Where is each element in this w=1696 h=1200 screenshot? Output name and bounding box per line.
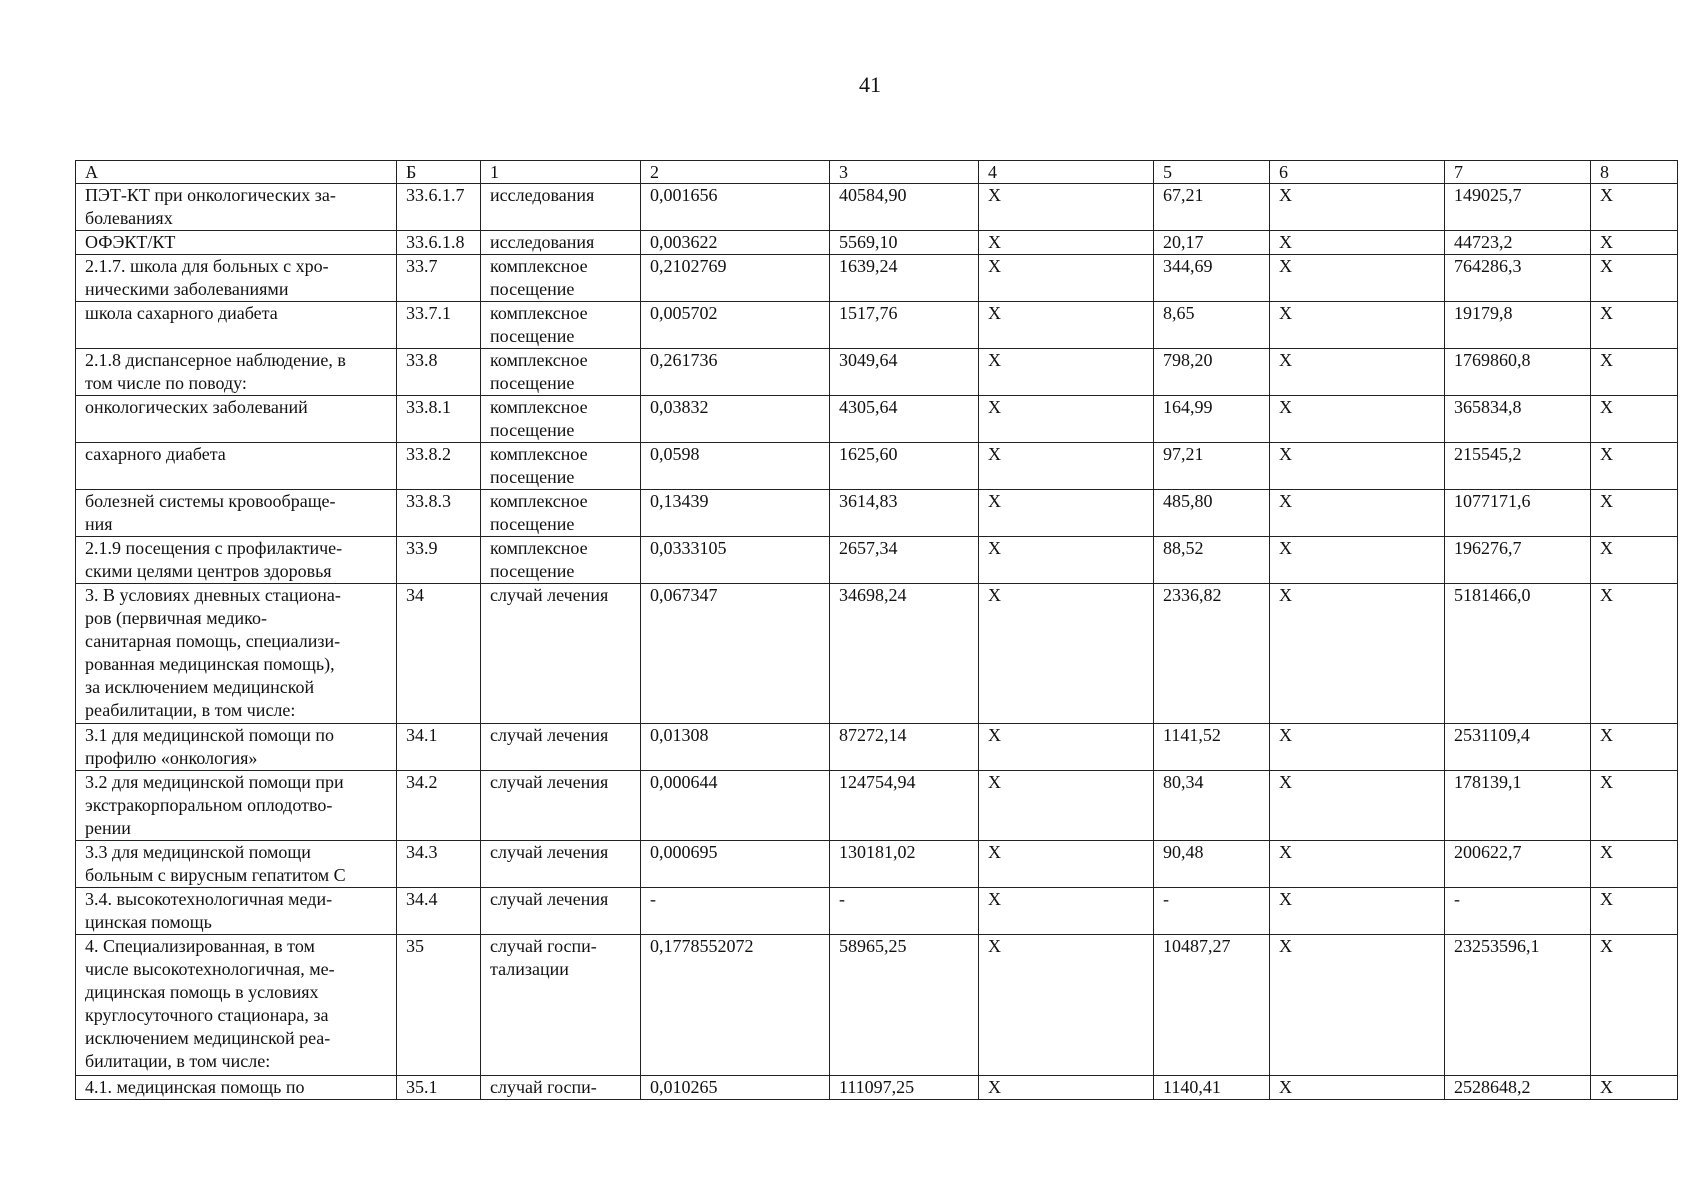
table-cell: 485,80 [1154, 490, 1270, 537]
table-cell: случай лечения [481, 724, 641, 771]
table-cell: - [1154, 888, 1270, 935]
table-cell: 111097,25 [830, 1076, 979, 1100]
table-row [76, 349, 1678, 396]
table-cell: 34.1 [397, 724, 481, 771]
table-cell: 90,48 [1154, 841, 1270, 888]
table-cell: X [979, 841, 1154, 888]
data-table [75, 160, 1678, 1100]
table-cell: 35.1 [397, 1076, 481, 1100]
table-cell: 130181,02 [830, 841, 979, 888]
table-cell: X [1591, 724, 1678, 771]
table-cell: случай госпи- [481, 1076, 641, 1100]
table-cell: X [979, 935, 1154, 1076]
column-header: 8 [1591, 161, 1678, 184]
row-label-cell: 4.1. медицинская помощь по [76, 1076, 397, 1100]
table-cell: 34698,24 [830, 584, 979, 724]
row-label-cell: 3.1 для медицинской помощи по профилю «онкология» [76, 724, 397, 771]
table-cell: 10487,27 [1154, 935, 1270, 1076]
table-row [76, 584, 1678, 724]
table-cell: X [1270, 490, 1445, 537]
column-header: 2 [641, 161, 830, 184]
table-cell: 200622,7 [1445, 841, 1591, 888]
table-cell: X [1270, 935, 1445, 1076]
table-cell: 196276,7 [1445, 537, 1591, 584]
table-cell: 33.8.2 [397, 443, 481, 490]
table-cell: 1140,41 [1154, 1076, 1270, 1100]
row-label-cell: онкологических заболеваний [76, 396, 397, 443]
table-row [76, 231, 1678, 255]
table-cell: X [1591, 443, 1678, 490]
table-cell: 33.7 [397, 255, 481, 302]
table-cell: X [1591, 396, 1678, 443]
table-row [76, 1076, 1678, 1100]
table-cell: 0,000644 [641, 771, 830, 841]
table-cell: X [979, 537, 1154, 584]
table-cell: 1517,76 [830, 302, 979, 349]
column-header: А [76, 161, 397, 184]
table-cell: X [979, 443, 1154, 490]
table-cell: X [979, 1076, 1154, 1100]
row-label-cell: школа сахарного диабета [76, 302, 397, 349]
table-cell: 67,21 [1154, 184, 1270, 231]
table-cell: X [1591, 302, 1678, 349]
row-label-cell: 4. Специализированная, в том числе высокотехнологичная, ме- дицинская помощь в условиях круглосуточного стационара, за исключением медицинской реа- билитации, в том числе: [76, 935, 397, 1076]
table-cell: 0,0598 [641, 443, 830, 490]
table-row [76, 771, 1678, 841]
table-cell: X [1270, 584, 1445, 724]
column-header: 7 [1445, 161, 1591, 184]
table-row [76, 935, 1678, 1076]
column-header: 6 [1270, 161, 1445, 184]
table-cell: 0,13439 [641, 490, 830, 537]
table-row [76, 255, 1678, 302]
table-cell: 365834,8 [1445, 396, 1591, 443]
table-cell: X [979, 584, 1154, 724]
table-cell: 0,1778552072 [641, 935, 830, 1076]
table-cell: 0,261736 [641, 349, 830, 396]
table-cell: 5181466,0 [1445, 584, 1591, 724]
table-cell: X [1591, 255, 1678, 302]
column-header: 3 [830, 161, 979, 184]
table-cell: случай лечения [481, 584, 641, 724]
table-cell: 3614,83 [830, 490, 979, 537]
table-cell: 88,52 [1154, 537, 1270, 584]
table-cell: X [1591, 184, 1678, 231]
table-cell: X [1270, 1076, 1445, 1100]
table-cell: X [1591, 584, 1678, 724]
table-cell: 8,65 [1154, 302, 1270, 349]
table-cell: комплексное посещение [481, 396, 641, 443]
table-cell: X [1270, 841, 1445, 888]
table-cell: 764286,3 [1445, 255, 1591, 302]
table-cell: 34.2 [397, 771, 481, 841]
table-cell: X [979, 231, 1154, 255]
table-cell: 97,21 [1154, 443, 1270, 490]
table-cell: X [1270, 771, 1445, 841]
table-cell: комплексное посещение [481, 349, 641, 396]
table-cell: - [830, 888, 979, 935]
table-row [76, 490, 1678, 537]
table-cell: 0,000695 [641, 841, 830, 888]
table-cell: 3049,64 [830, 349, 979, 396]
table-cell: 0,005702 [641, 302, 830, 349]
table-row [76, 396, 1678, 443]
table-cell: исследования [481, 231, 641, 255]
table-cell: 80,34 [1154, 771, 1270, 841]
table-cell: - [641, 888, 830, 935]
table-cell: случай лечения [481, 771, 641, 841]
table-cell: X [1270, 255, 1445, 302]
table-cell: комплексное посещение [481, 443, 641, 490]
table-cell: 34.4 [397, 888, 481, 935]
table-cell: 33.7.1 [397, 302, 481, 349]
table-cell: 34.3 [397, 841, 481, 888]
table-cell: 40584,90 [830, 184, 979, 231]
table-cell: X [979, 184, 1154, 231]
table-cell: комплексное посещение [481, 255, 641, 302]
table-cell: 0,0333105 [641, 537, 830, 584]
table-cell: X [979, 490, 1154, 537]
table-cell: случай лечения [481, 888, 641, 935]
table-cell: 33.8.1 [397, 396, 481, 443]
table-cell: X [1591, 349, 1678, 396]
table-cell: X [979, 396, 1154, 443]
table-cell: X [1270, 349, 1445, 396]
table-cell: X [1591, 231, 1678, 255]
row-label-cell: 2.1.7. школа для больных с хро- ническими заболеваниями [76, 255, 397, 302]
table-cell: 34 [397, 584, 481, 724]
table-row [76, 724, 1678, 771]
column-header: Б [397, 161, 481, 184]
table-cell: комплексное посещение [481, 537, 641, 584]
table-cell: X [1270, 537, 1445, 584]
table-cell: 215545,2 [1445, 443, 1591, 490]
table-cell: X [1591, 490, 1678, 537]
table-cell: исследования [481, 184, 641, 231]
row-label-cell: сахарного диабета [76, 443, 397, 490]
table-cell: X [1591, 841, 1678, 888]
table-cell: X [1591, 1076, 1678, 1100]
table-cell: 164,99 [1154, 396, 1270, 443]
table-cell: 798,20 [1154, 349, 1270, 396]
table-cell: X [979, 724, 1154, 771]
column-header: 5 [1154, 161, 1270, 184]
row-label-cell: 3.4. высокотехнологичная меди- цинская помощь [76, 888, 397, 935]
table-cell: X [1591, 888, 1678, 935]
table-cell: 0,067347 [641, 584, 830, 724]
column-header: 1 [481, 161, 641, 184]
table-cell: 1639,24 [830, 255, 979, 302]
table-cell: 33.9 [397, 537, 481, 584]
table-cell: X [1270, 396, 1445, 443]
table-cell: 35 [397, 935, 481, 1076]
row-label-cell: 2.1.9 посещения с профилактиче- скими целями центров здоровья [76, 537, 397, 584]
table-cell: 0,03832 [641, 396, 830, 443]
table-cell: X [979, 771, 1154, 841]
table-cell: 0,010265 [641, 1076, 830, 1100]
table-row [76, 888, 1678, 935]
row-label-cell: 3. В условиях дневных стациона- ров (первичная медико- санитарная помощь, специализи- рованная медицинская помощь), за исключением медицинской реабилитации, в том числе: [76, 584, 397, 724]
table-cell: X [979, 349, 1154, 396]
table-cell: 0,2102769 [641, 255, 830, 302]
row-label-cell: болезней системы кровообраще- ния [76, 490, 397, 537]
table-cell: 0,01308 [641, 724, 830, 771]
row-label-cell: 2.1.8 диспансерное наблюдение, в том числе по поводу: [76, 349, 397, 396]
table-cell: 344,69 [1154, 255, 1270, 302]
table-cell: 20,17 [1154, 231, 1270, 255]
table-cell: 124754,94 [830, 771, 979, 841]
row-label-cell: 3.3 для медицинской помощи больным с вирусным гепатитом С [76, 841, 397, 888]
table-header-row [76, 161, 1678, 184]
table-row [76, 537, 1678, 584]
table-cell: 4305,64 [830, 396, 979, 443]
table-cell: 1625,60 [830, 443, 979, 490]
row-label-cell: ОФЭКТ/КТ [76, 231, 397, 255]
table-cell: X [1591, 935, 1678, 1076]
table-cell: X [979, 888, 1154, 935]
table-cell: X [1270, 184, 1445, 231]
table-cell: комплексное посещение [481, 302, 641, 349]
table-row [76, 302, 1678, 349]
table-cell: 19179,8 [1445, 302, 1591, 349]
table-cell: 0,001656 [641, 184, 830, 231]
table-cell: случай госпи- тализации [481, 935, 641, 1076]
table-cell: 0,003622 [641, 231, 830, 255]
table-cell: X [979, 302, 1154, 349]
table-cell: 5569,10 [830, 231, 979, 255]
table-cell: 1769860,8 [1445, 349, 1591, 396]
table-cell: X [1591, 771, 1678, 841]
table-cell: 58965,25 [830, 935, 979, 1076]
table-cell: 87272,14 [830, 724, 979, 771]
table-cell: X [979, 255, 1154, 302]
table-cell: 23253596,1 [1445, 935, 1591, 1076]
table-cell: 1141,52 [1154, 724, 1270, 771]
table-cell: 149025,7 [1445, 184, 1591, 231]
table-row [76, 841, 1678, 888]
table-cell: 2657,34 [830, 537, 979, 584]
table-cell: X [1270, 724, 1445, 771]
table-cell: X [1591, 537, 1678, 584]
row-label-cell: ПЭТ-КТ при онкологических за- болеваниях [76, 184, 397, 231]
table-cell: 2528648,2 [1445, 1076, 1591, 1100]
column-header: 4 [979, 161, 1154, 184]
table-row [76, 184, 1678, 231]
table-cell: X [1270, 231, 1445, 255]
table-cell: случай лечения [481, 841, 641, 888]
page-number: 41 [859, 72, 881, 97]
table-cell: 1077171,6 [1445, 490, 1591, 537]
table-cell: X [1270, 443, 1445, 490]
table-cell: 2336,82 [1154, 584, 1270, 724]
table-cell: - [1445, 888, 1591, 935]
table-cell: 33.6.1.8 [397, 231, 481, 255]
table-cell: 2531109,4 [1445, 724, 1591, 771]
table-cell: X [1270, 302, 1445, 349]
table-cell: 33.8.3 [397, 490, 481, 537]
table-cell: 44723,2 [1445, 231, 1591, 255]
table-cell: 33.6.1.7 [397, 184, 481, 231]
table-cell: комплексное посещение [481, 490, 641, 537]
row-label-cell: 3.2 для медицинской помощи при экстракорпоральном оплодотво- рении [76, 771, 397, 841]
table-cell: 33.8 [397, 349, 481, 396]
table-row [76, 443, 1678, 490]
table-body [76, 161, 1678, 1100]
table-cell: 178139,1 [1445, 771, 1591, 841]
table-cell: X [1270, 888, 1445, 935]
